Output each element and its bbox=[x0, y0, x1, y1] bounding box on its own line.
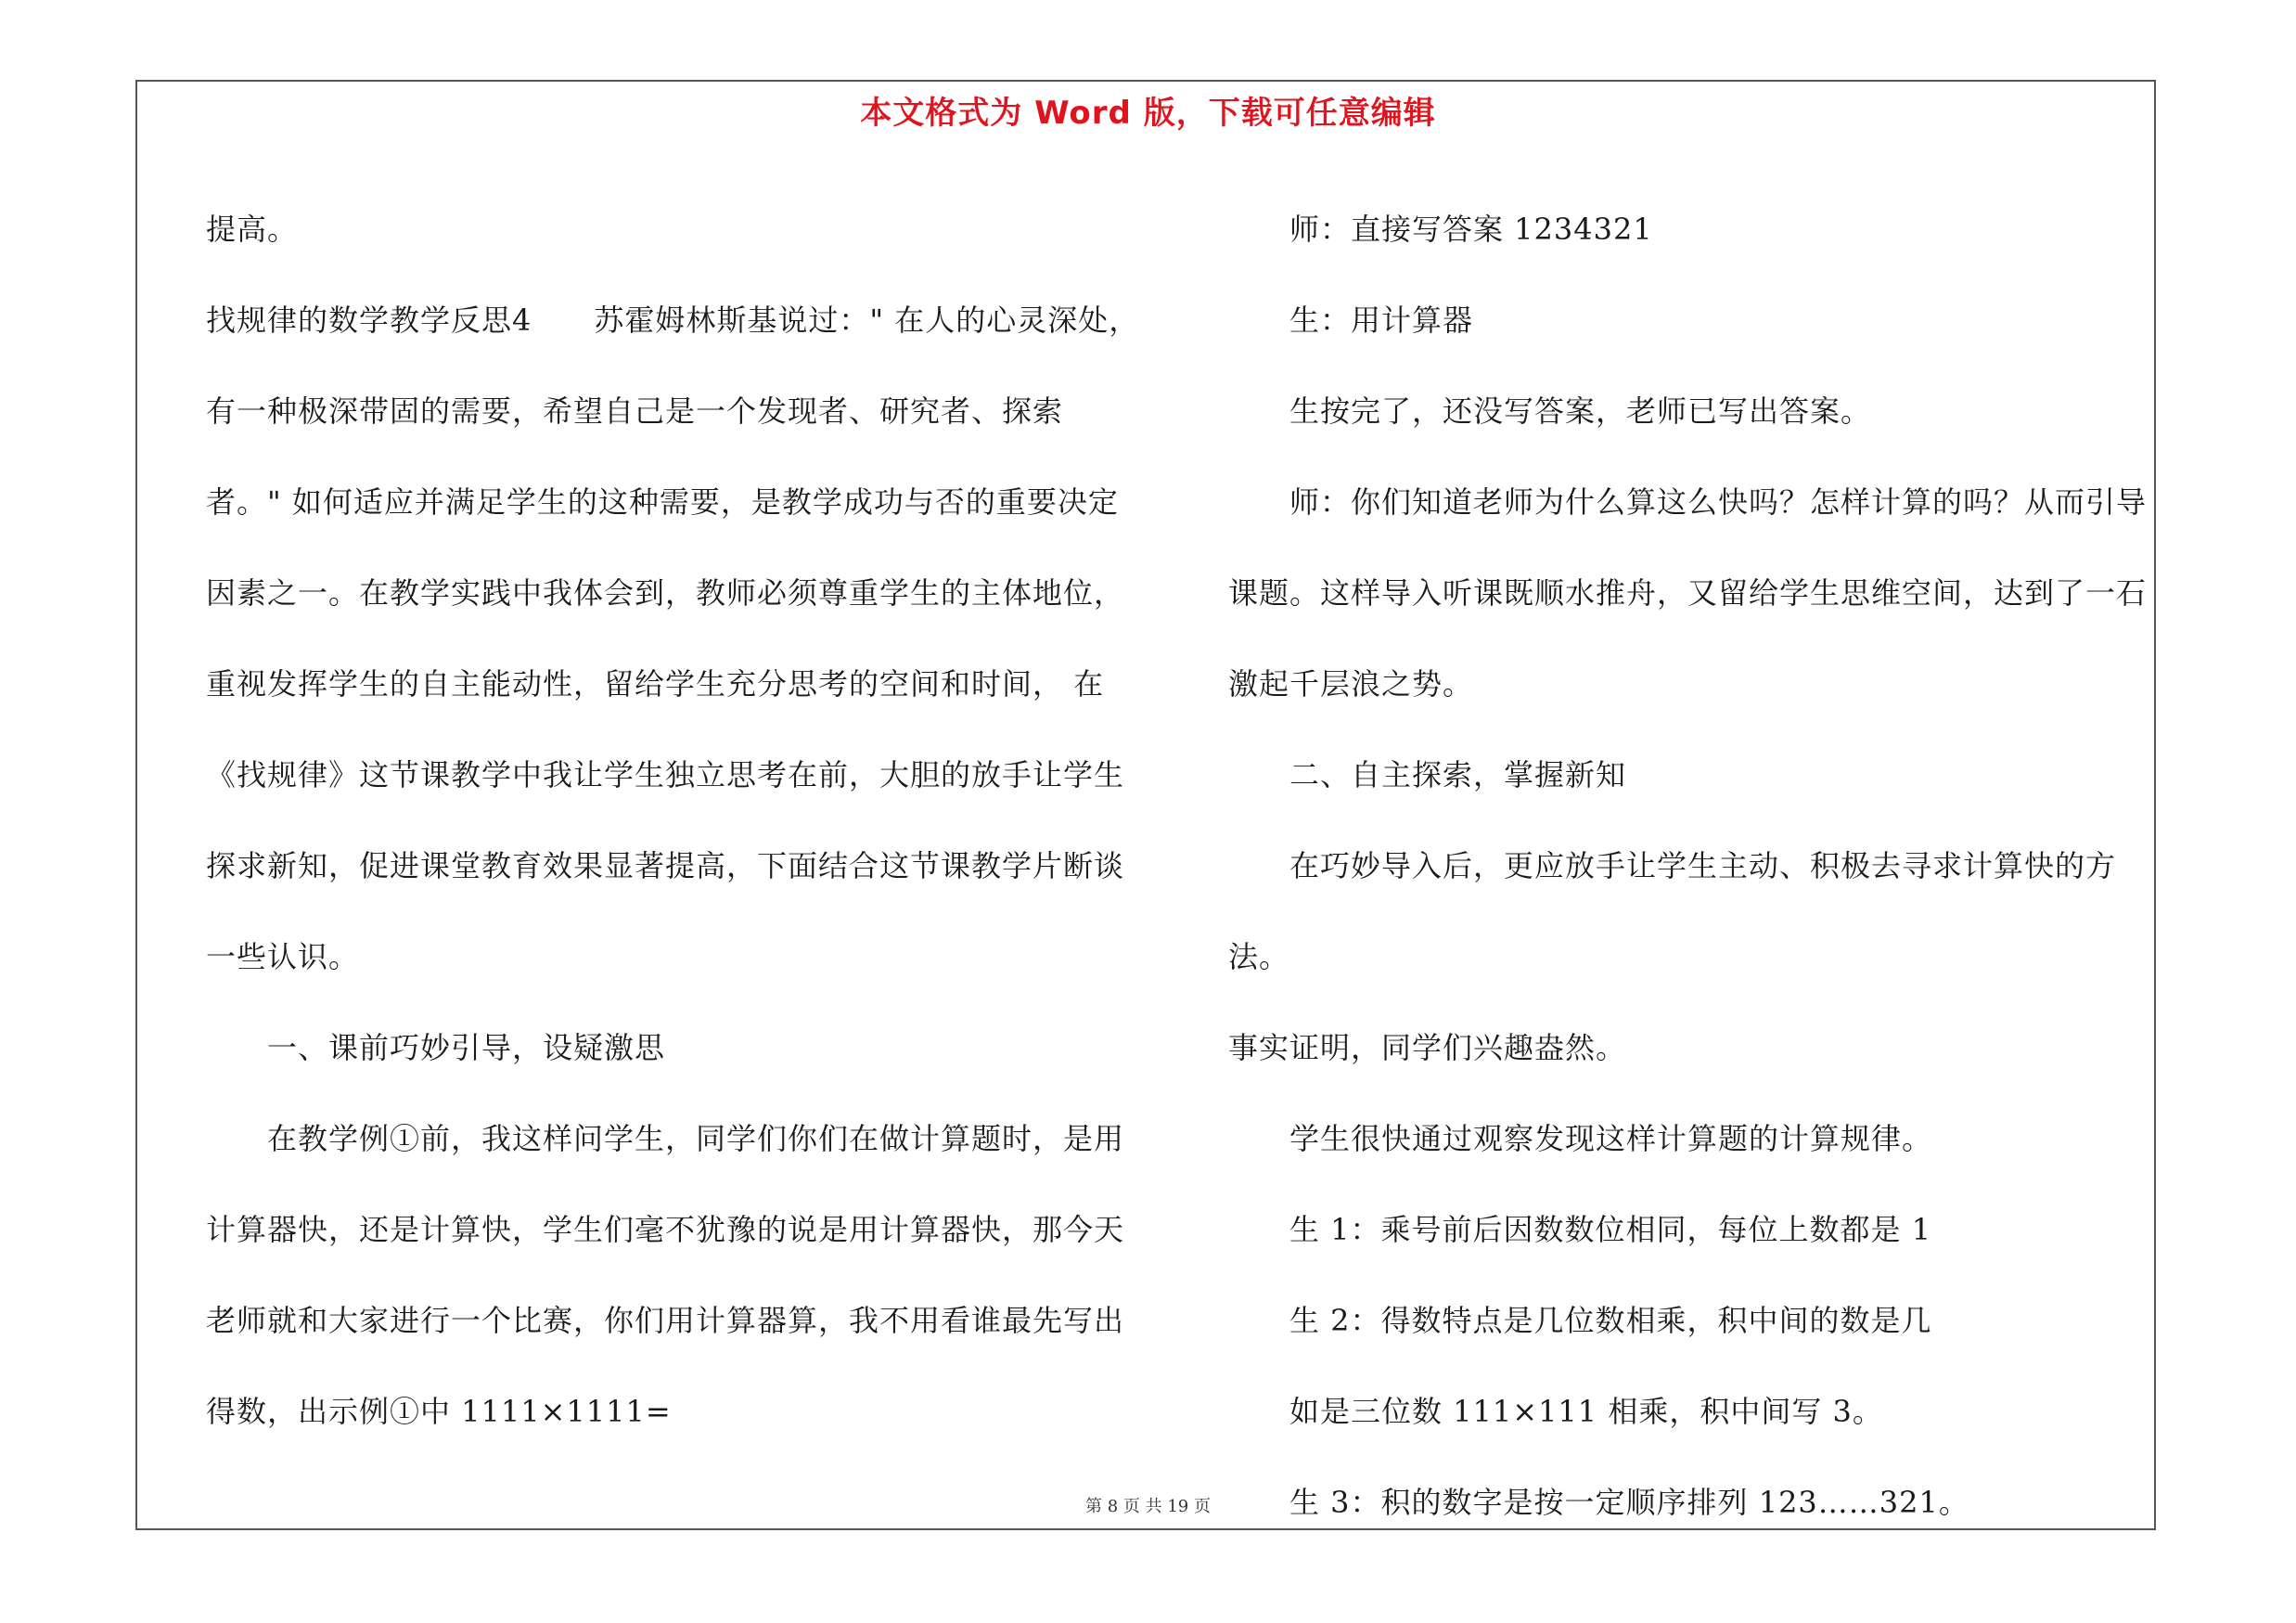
paragraph-line: 生：用计算器 bbox=[1289, 303, 1474, 338]
paragraph-line: 者。" 如何适应并满足学生的这种需要，是教学成功与否的重要决定 bbox=[206, 484, 1119, 520]
paragraph-line: 重视发挥学生的自主能动性，留给学生充分思考的空间和时间， 在 bbox=[206, 666, 1105, 702]
paragraph-line: 如是三位数 111×111 相乘，积中间写 3。 bbox=[1289, 1394, 1883, 1429]
paragraph-line: 因素之一。在教学实践中我体会到，教师必须尊重学生的主体地位， bbox=[206, 575, 1125, 611]
left-text-column bbox=[206, 184, 1152, 1457]
section-heading: 一、课前巧妙引导，设疑激思 bbox=[267, 1030, 666, 1065]
paragraph-line: 得数，出示例①中 1111×1111= bbox=[206, 1394, 672, 1429]
paragraph-line: 在教学例①前，我这样问学生，同学们你们在做计算题时，是用 bbox=[267, 1121, 1125, 1156]
section-heading: 二、自主探索，掌握新知 bbox=[1289, 757, 1627, 792]
right-text-column bbox=[1228, 184, 2165, 1548]
paragraph-line: 生 3：积的数字是按一定顺序排列 123……321。 bbox=[1289, 1485, 1969, 1520]
paragraph-line: 《找规律》这节课教学中我让学生独立思考在前，大胆的放手让学生 bbox=[206, 757, 1125, 792]
paragraph-line: 课题。这样导入听课既顺水推舟，又留给学生思维空间，达到了一石 bbox=[1228, 575, 2148, 611]
paragraph-line: 事实证明，同学们兴趣盎然。 bbox=[1228, 1030, 1627, 1065]
paragraph-line: 有一种极深带固的需要，希望自己是一个发现者、研究者、探索 bbox=[206, 393, 1064, 429]
paragraph-line: 师：直接写答案 1234321 bbox=[1289, 212, 1653, 247]
paragraph-line: 师：你们知道老师为什么算这么快吗？怎样计算的吗？从而引导 bbox=[1289, 484, 2148, 520]
paragraph-line: 生 2：得数特点是几位数相乘，积中间的数是几 bbox=[1289, 1303, 1932, 1338]
paragraph-line: 找规律的数学教学反思4 苏霍姆林斯基说过：" 在人的心灵深处， bbox=[206, 303, 1140, 338]
page-number: 第 8 页 共 19 页 bbox=[1085, 1497, 1211, 1516]
paragraph-line: 探求新知，促进课堂教育效果显著提高，下面结合这节课教学片断谈 bbox=[206, 848, 1125, 883]
paragraph-line: 激起千层浪之势。 bbox=[1228, 666, 1474, 702]
paragraph-line: 计算器快，还是计算快，学生们毫不犹豫的说是用计算器快，那今天 bbox=[206, 1212, 1125, 1247]
paragraph-line: 老师就和大家进行一个比赛，你们用计算器算，我不用看谁最先写出 bbox=[206, 1303, 1125, 1338]
paragraph-line: 生按完了，还没写答案，老师已写出答案。 bbox=[1289, 393, 1872, 429]
paragraph-line: 提高。 bbox=[206, 212, 299, 247]
editable-notice-banner: 本文格式为 Word 版，下载可任意编辑 bbox=[860, 95, 1436, 132]
paragraph-line: 学生很快通过观察发现这样计算题的计算规律。 bbox=[1289, 1121, 1933, 1156]
paragraph-line: 生 1：乘号前后因数数位相同，每位上数都是 1 bbox=[1289, 1212, 1932, 1247]
paragraph-line: 一些认识。 bbox=[206, 939, 360, 974]
paragraph-line: 在巧妙导入后，更应放手让学生主动、积极去寻求计算快的方法。 bbox=[1228, 848, 2117, 974]
